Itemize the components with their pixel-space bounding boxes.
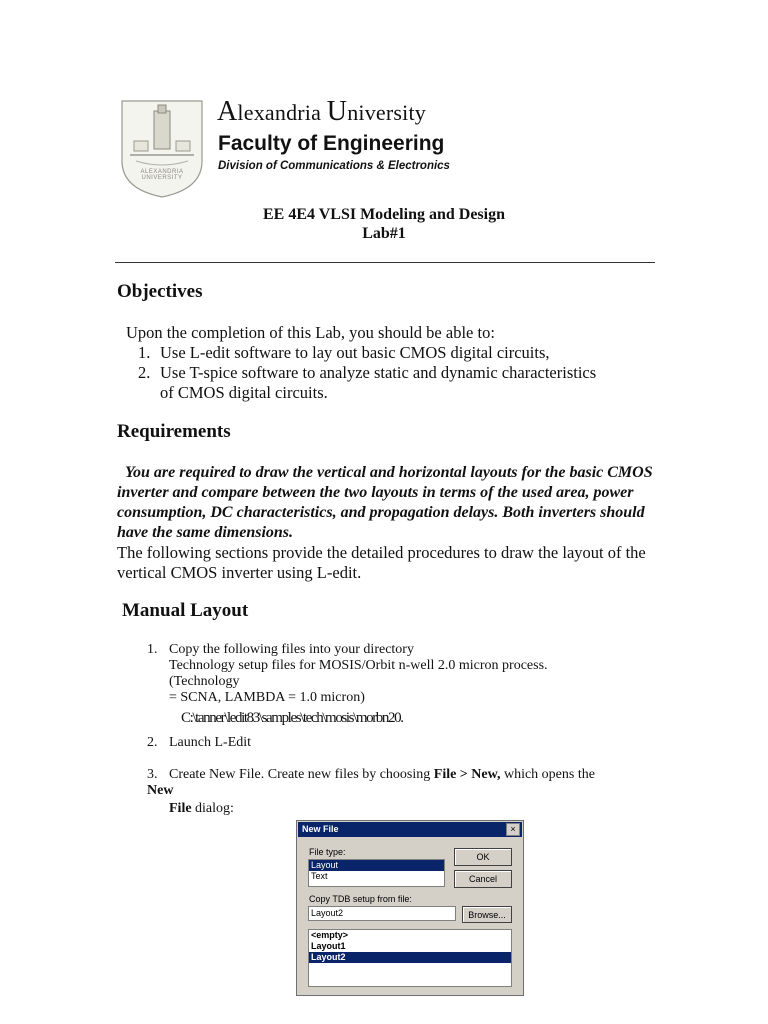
requirements-bold-text: You are required to draw the vertical and horizontal layouts for the basic CMOS inverter and compare between the two layouts in terms of the used area, power consumption, DC characteristics, and propagation delays. Both inverters should have the same dimensions. [117,464,653,541]
faculty-name: Faculty of Engineering [218,132,445,155]
dialog-title: New File [302,824,339,834]
copy-setup-input[interactable]: Layout2 [308,906,456,921]
division-name: Division of Communications & Electronics [218,160,450,172]
objective-item: 2. Use T-spice software to analyze static and dynamic characteristics [138,363,597,382]
tech-file-path: C:\tanner\ledit83\samples\tech\mosis\morbn20. [181,710,403,726]
logo-text: ALEXANDRIA UNIVERSITY [140,169,184,181]
step-3: 3. Create New File. Create new files by choosing File > New, which opens the [147,767,595,782]
step-3-new: New [147,783,174,798]
objectives-heading: Objectives [117,281,203,302]
browse-button[interactable]: Browse... [462,906,512,923]
dialog-title-bar [298,822,522,837]
file-type-list[interactable] [308,859,445,887]
step-2: 2. Launch L-Edit [147,735,252,750]
ok-button[interactable]: OK [454,848,512,866]
header-divider [115,262,655,263]
course-title: EE 4E4 VLSI Modeling and Design [263,206,505,223]
step-1-detail: = SCNA, LAMBDA = 1.0 micron) [169,690,365,705]
step-1-detail: Technology setup files for MOSIS/Orbit n-well 2.0 micron process. [169,658,548,673]
objective-item-continuation: of CMOS digital circuits. [160,383,328,402]
requirements-heading: Requirements [117,421,231,442]
university-name: Alexandria University [217,96,426,127]
step-3-file: File dialog: [169,801,234,816]
list-item[interactable]: Layout2 [309,952,511,963]
objective-item: 1. Use L-edit software to lay out basic CMOS digital circuits, [138,343,550,362]
course-heading [0,205,768,243]
copy-setup-label: Copy TDB setup from file: [309,894,412,904]
objectives-intro: Upon the completion of this Lab, you should be able to: [126,323,495,342]
requirements-text: The following sections provide the detailed procedures to draw the layout of the vertical CMOS inverter using L-edit. [117,543,646,582]
university-logo [118,97,206,199]
manual-layout-heading: Manual Layout [122,600,249,621]
step-1-detail: (Technology [169,674,240,689]
list-item[interactable]: <empty> [311,930,349,940]
list-item[interactable]: Layout [309,860,444,871]
list-item[interactable]: Text [311,871,328,881]
list-item[interactable]: Layout1 [311,941,346,951]
file-type-label: File type: [309,847,346,857]
new-file-dialog [296,820,524,996]
cancel-button[interactable]: Cancel [454,870,512,888]
step-1: 1. Copy the following files into your directory [147,642,414,657]
file-list[interactable] [308,929,512,987]
lab-number: Lab#1 [362,225,406,242]
close-icon[interactable]: × [506,823,520,836]
